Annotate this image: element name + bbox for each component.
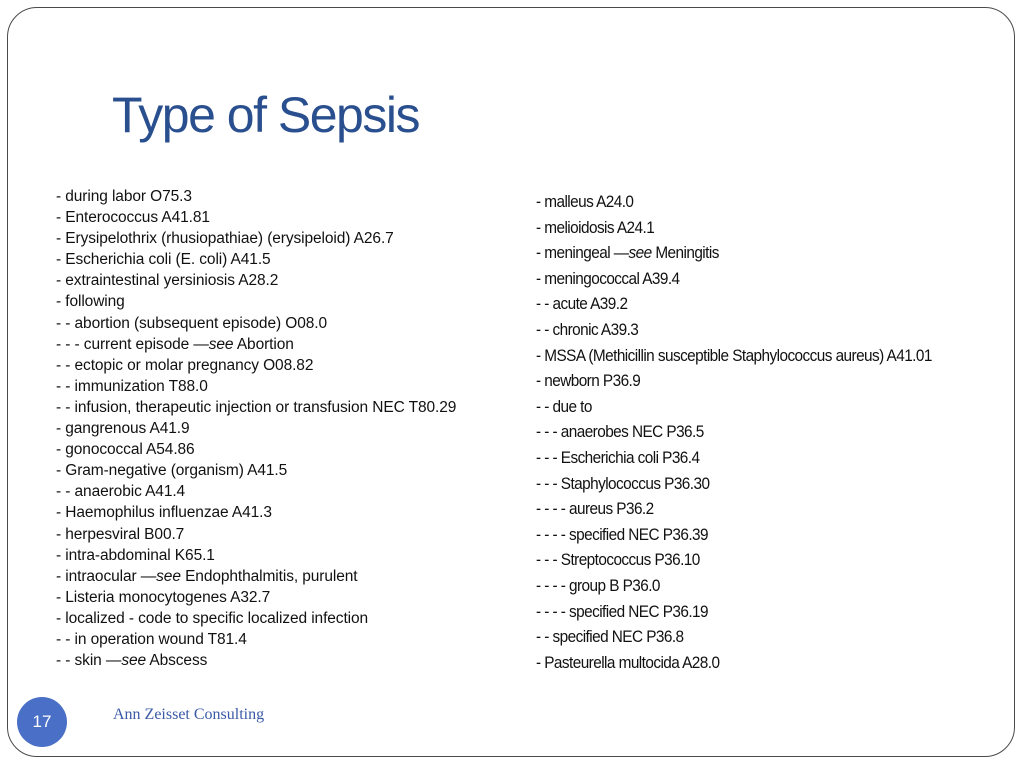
index-entry: - intra-abdominal K65.1	[56, 546, 215, 564]
index-entry: - - chronic A39.3	[536, 320, 639, 339]
right-index-column	[536, 190, 996, 676]
index-entry: - - ectopic or molar pregnancy O08.82	[56, 356, 314, 374]
index-entry: - - specified NEC P36.8	[536, 628, 684, 647]
index-entry: - meningococcal A39.4	[536, 269, 680, 288]
index-entry	[56, 334, 518, 355]
entry-reference-target: Abscess	[146, 652, 208, 670]
index-entry: - - - - aureus P36.2	[536, 500, 654, 519]
index-entry: - Haemophilus influenzae A41.3	[56, 504, 272, 522]
index-entry: - - anaerobic A41.4	[56, 483, 186, 501]
index-entry: - MSSA (Methicillin susceptible Staphylococcus aureus) A41.01	[536, 346, 932, 365]
index-entry: - - due to	[536, 397, 592, 416]
index-entry: - Gram-negative (organism) A41.5	[56, 462, 288, 480]
index-entry: - following	[56, 293, 125, 311]
entry-reference-target: Endophthalmitis, purulent	[180, 567, 358, 585]
index-entry: - - - anaerobes NEC P36.5	[536, 423, 704, 442]
index-entry: - herpesviral B00.7	[56, 525, 185, 543]
index-entry: - malleus A24.0	[536, 193, 634, 211]
index-entry: - Enterococcus A41.81	[56, 209, 210, 227]
index-entry: - Pasteurella multocida A28.0	[536, 653, 720, 672]
index-entry: - newborn P36.9	[536, 372, 641, 391]
index-entry	[536, 241, 964, 267]
slide-title: Type of Sepsis	[112, 87, 419, 143]
see-reference-word: see	[628, 244, 652, 263]
entry-reference-target: Meningitis	[651, 244, 719, 263]
footer-text: Ann Zeisset Consulting	[113, 706, 265, 723]
index-entry: - Erysipelothrix (rhusiopathiae) (erysipeloid) A26.7	[56, 230, 394, 248]
index-entry: - melioidosis A24.1	[536, 218, 655, 237]
index-entry: - - - Escherichia coli P36.4	[536, 448, 700, 467]
index-entry: - - abortion (subsequent episode) O08.0	[56, 314, 327, 332]
index-entry: - - - - specified NEC P36.39	[536, 525, 709, 544]
entry-lead-text: - intraocular —	[56, 567, 157, 585]
index-entry: - Escherichia coli (E. coli) A41.5	[56, 251, 271, 269]
left-index-column	[56, 186, 518, 671]
entry-lead-text: - - skin —	[56, 652, 122, 670]
index-entry: - - immunization T88.0	[56, 377, 208, 395]
index-entry: - - - Staphylococcus P36.30	[536, 474, 710, 493]
entry-lead-text: - - - current episode —	[56, 335, 209, 353]
index-entry: - Listeria monocytogenes A32.7	[56, 588, 271, 606]
index-entry	[56, 566, 518, 587]
index-entry	[56, 650, 518, 671]
index-entry: - - acute A39.2	[536, 295, 628, 314]
page-number-badge: 17	[17, 697, 67, 747]
entry-lead-text: - meningeal —	[536, 244, 629, 263]
index-entry: - - infusion, therapeutic injection or transfusion NEC T80.29	[56, 398, 457, 416]
index-entry: - extraintestinal yersiniosis A28.2	[56, 272, 279, 290]
entry-reference-target: Abortion	[233, 335, 294, 353]
index-entry: - - - - specified NEC P36.19	[536, 602, 709, 621]
see-reference-word: see	[121, 652, 147, 670]
index-entry: - - in operation wound T81.4	[56, 630, 247, 648]
index-entry: - localized - code to specific localized infection	[56, 609, 369, 627]
see-reference-word: see	[208, 335, 234, 353]
index-entry: - - - Streptococcus P36.10	[536, 551, 700, 570]
index-entry: - during labor O75.3	[56, 188, 192, 205]
see-reference-word: see	[156, 567, 181, 585]
index-entry: - - - - group B P36.0	[536, 576, 660, 595]
index-entry: - gangrenous A41.9	[56, 420, 190, 438]
index-entry: - gonococcal A54.86	[56, 441, 195, 459]
